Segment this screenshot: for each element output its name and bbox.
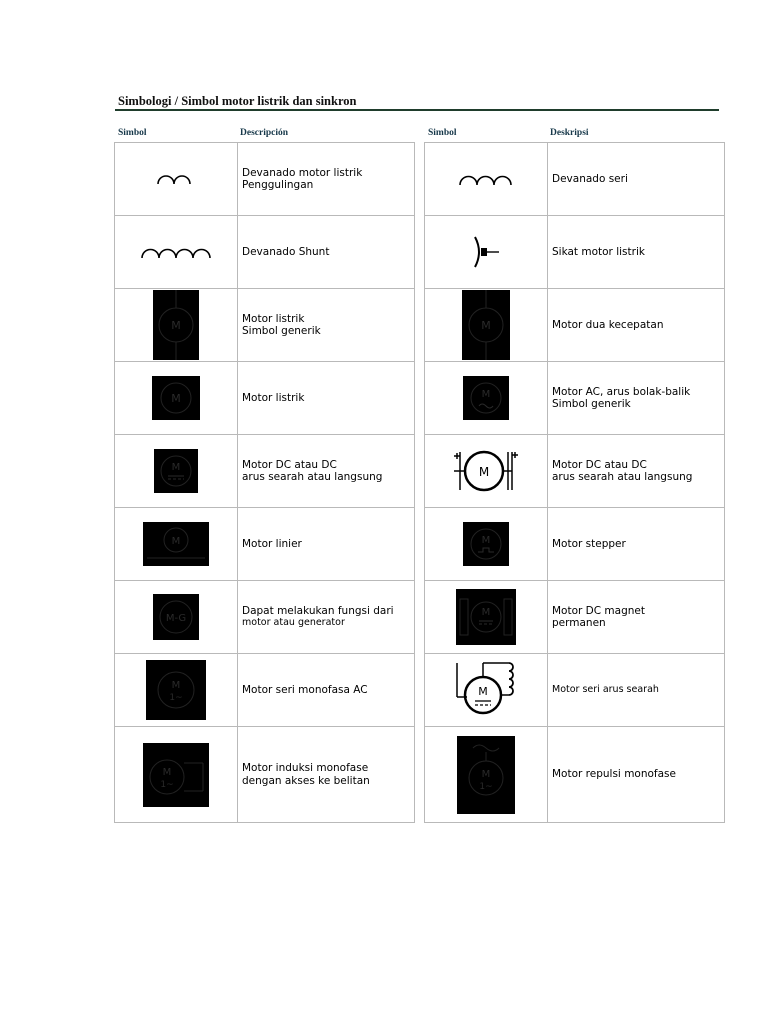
- description-line: Motor stepper: [552, 537, 626, 550]
- description-line: Motor listrik: [242, 312, 305, 325]
- svg-text:M: M: [481, 535, 491, 546]
- table-row: [425, 143, 725, 216]
- table-row: [425, 362, 725, 435]
- table-row: [115, 654, 415, 727]
- description-line: Dapat melakukan fungsi dari: [242, 604, 394, 617]
- motor-two-speed-icon: [425, 290, 547, 360]
- description-line: Motor listrik: [242, 391, 305, 404]
- description-line: Devanado Shunt: [242, 245, 330, 258]
- svg-text:M: M: [171, 536, 181, 547]
- svg-text:M: M: [171, 392, 181, 405]
- left-symbol-table: [114, 142, 415, 823]
- page-title: Simbologi / Simbol motor listrik dan sinkron: [118, 94, 357, 108]
- motor-series-dc-icon: [425, 659, 547, 721]
- table-row: [425, 727, 725, 823]
- motor-stepper-icon: [425, 522, 547, 566]
- description-line: arus searah atau langsung: [242, 471, 383, 483]
- svg-text:M: M: [171, 462, 181, 473]
- description-line: Simbol generik: [242, 325, 321, 337]
- right-symbol-table: [424, 142, 725, 823]
- description-line: Motor DC magnet: [552, 604, 645, 617]
- right-col-header-description: Deskripsi: [550, 128, 589, 138]
- description-line: Penggulingan: [242, 179, 314, 191]
- motor-generator-icon: [115, 594, 237, 640]
- description-line: Motor seri arus searah: [552, 683, 659, 695]
- motor-dc-permanent-magnet-icon: [425, 589, 547, 645]
- motor-series-ac-icon: [115, 660, 237, 720]
- svg-text:M: M: [171, 680, 181, 691]
- winding-2-loops-icon: [115, 171, 237, 187]
- description-line: Motor DC atau DC: [242, 458, 337, 471]
- table-row: [115, 216, 415, 289]
- description-line: Devanado motor listrik: [242, 166, 363, 179]
- svg-text:M: M: [481, 319, 491, 332]
- description-line: Simbol generik: [552, 398, 631, 410]
- table-row: [425, 581, 725, 654]
- motor-repulsion-icon: [425, 736, 547, 814]
- svg-text:M: M: [478, 465, 490, 479]
- motor-ac-icon: [425, 376, 547, 420]
- description-line: arus searah atau langsung: [552, 471, 693, 483]
- description-line: Motor seri monofasa AC: [242, 683, 368, 696]
- description-line: Sikat motor listrik: [552, 245, 645, 258]
- svg-text:M: M: [171, 319, 181, 332]
- svg-text:M: M: [478, 685, 488, 698]
- description-line: Motor repulsi monofase: [552, 768, 676, 781]
- motor-linear-icon: [115, 522, 237, 566]
- table-row: [115, 143, 415, 216]
- table-row: [115, 289, 415, 362]
- table-row: [425, 289, 725, 362]
- series-winding-icon: [425, 171, 547, 187]
- motor-dc-terminals-icon: [425, 446, 547, 496]
- description-line: dengan akses ke belitan: [242, 774, 370, 787]
- table-row: [425, 654, 725, 727]
- svg-text:M: M: [481, 389, 491, 400]
- description-line: Devanado seri: [552, 172, 628, 185]
- svg-text:M: M: [481, 768, 491, 780]
- description-line: Motor induksi monofase: [242, 762, 369, 774]
- table-row: [115, 581, 415, 654]
- description-line: Motor linier: [242, 537, 302, 550]
- description-line: Motor dua kecepatan: [552, 318, 664, 331]
- table-row: [425, 508, 725, 581]
- svg-text:1~: 1~: [479, 781, 493, 792]
- right-col-header-symbol: Simbol: [428, 128, 457, 138]
- left-col-header-description: Descripción: [240, 128, 289, 138]
- table-row: [115, 362, 415, 435]
- svg-text:1~: 1~: [169, 693, 183, 703]
- description-line: permanen: [552, 617, 606, 629]
- motor-dc-icon: [115, 449, 237, 493]
- description-line: Motor DC atau DC: [552, 458, 647, 471]
- table-row: [115, 727, 415, 823]
- description-line: motor atau generator: [242, 617, 345, 628]
- brush-icon: [425, 235, 547, 269]
- motor-generic-icon: [115, 290, 237, 360]
- svg-text:1~: 1~: [160, 779, 174, 790]
- svg-text:M: M: [162, 766, 172, 778]
- motor-box-icon: [115, 376, 237, 420]
- table-row: [115, 435, 415, 508]
- motor-induction-icon: [115, 743, 237, 807]
- table-row: [425, 435, 725, 508]
- shunt-winding-icon: [115, 244, 237, 260]
- title-divider: [115, 109, 719, 111]
- description-line: Motor AC, arus bolak-balik: [552, 385, 691, 398]
- svg-text:M-G: M-G: [165, 613, 187, 624]
- table-row: [425, 216, 725, 289]
- left-col-header-symbol: Simbol: [118, 128, 147, 138]
- svg-text:M: M: [481, 607, 491, 618]
- table-row: [115, 508, 415, 581]
